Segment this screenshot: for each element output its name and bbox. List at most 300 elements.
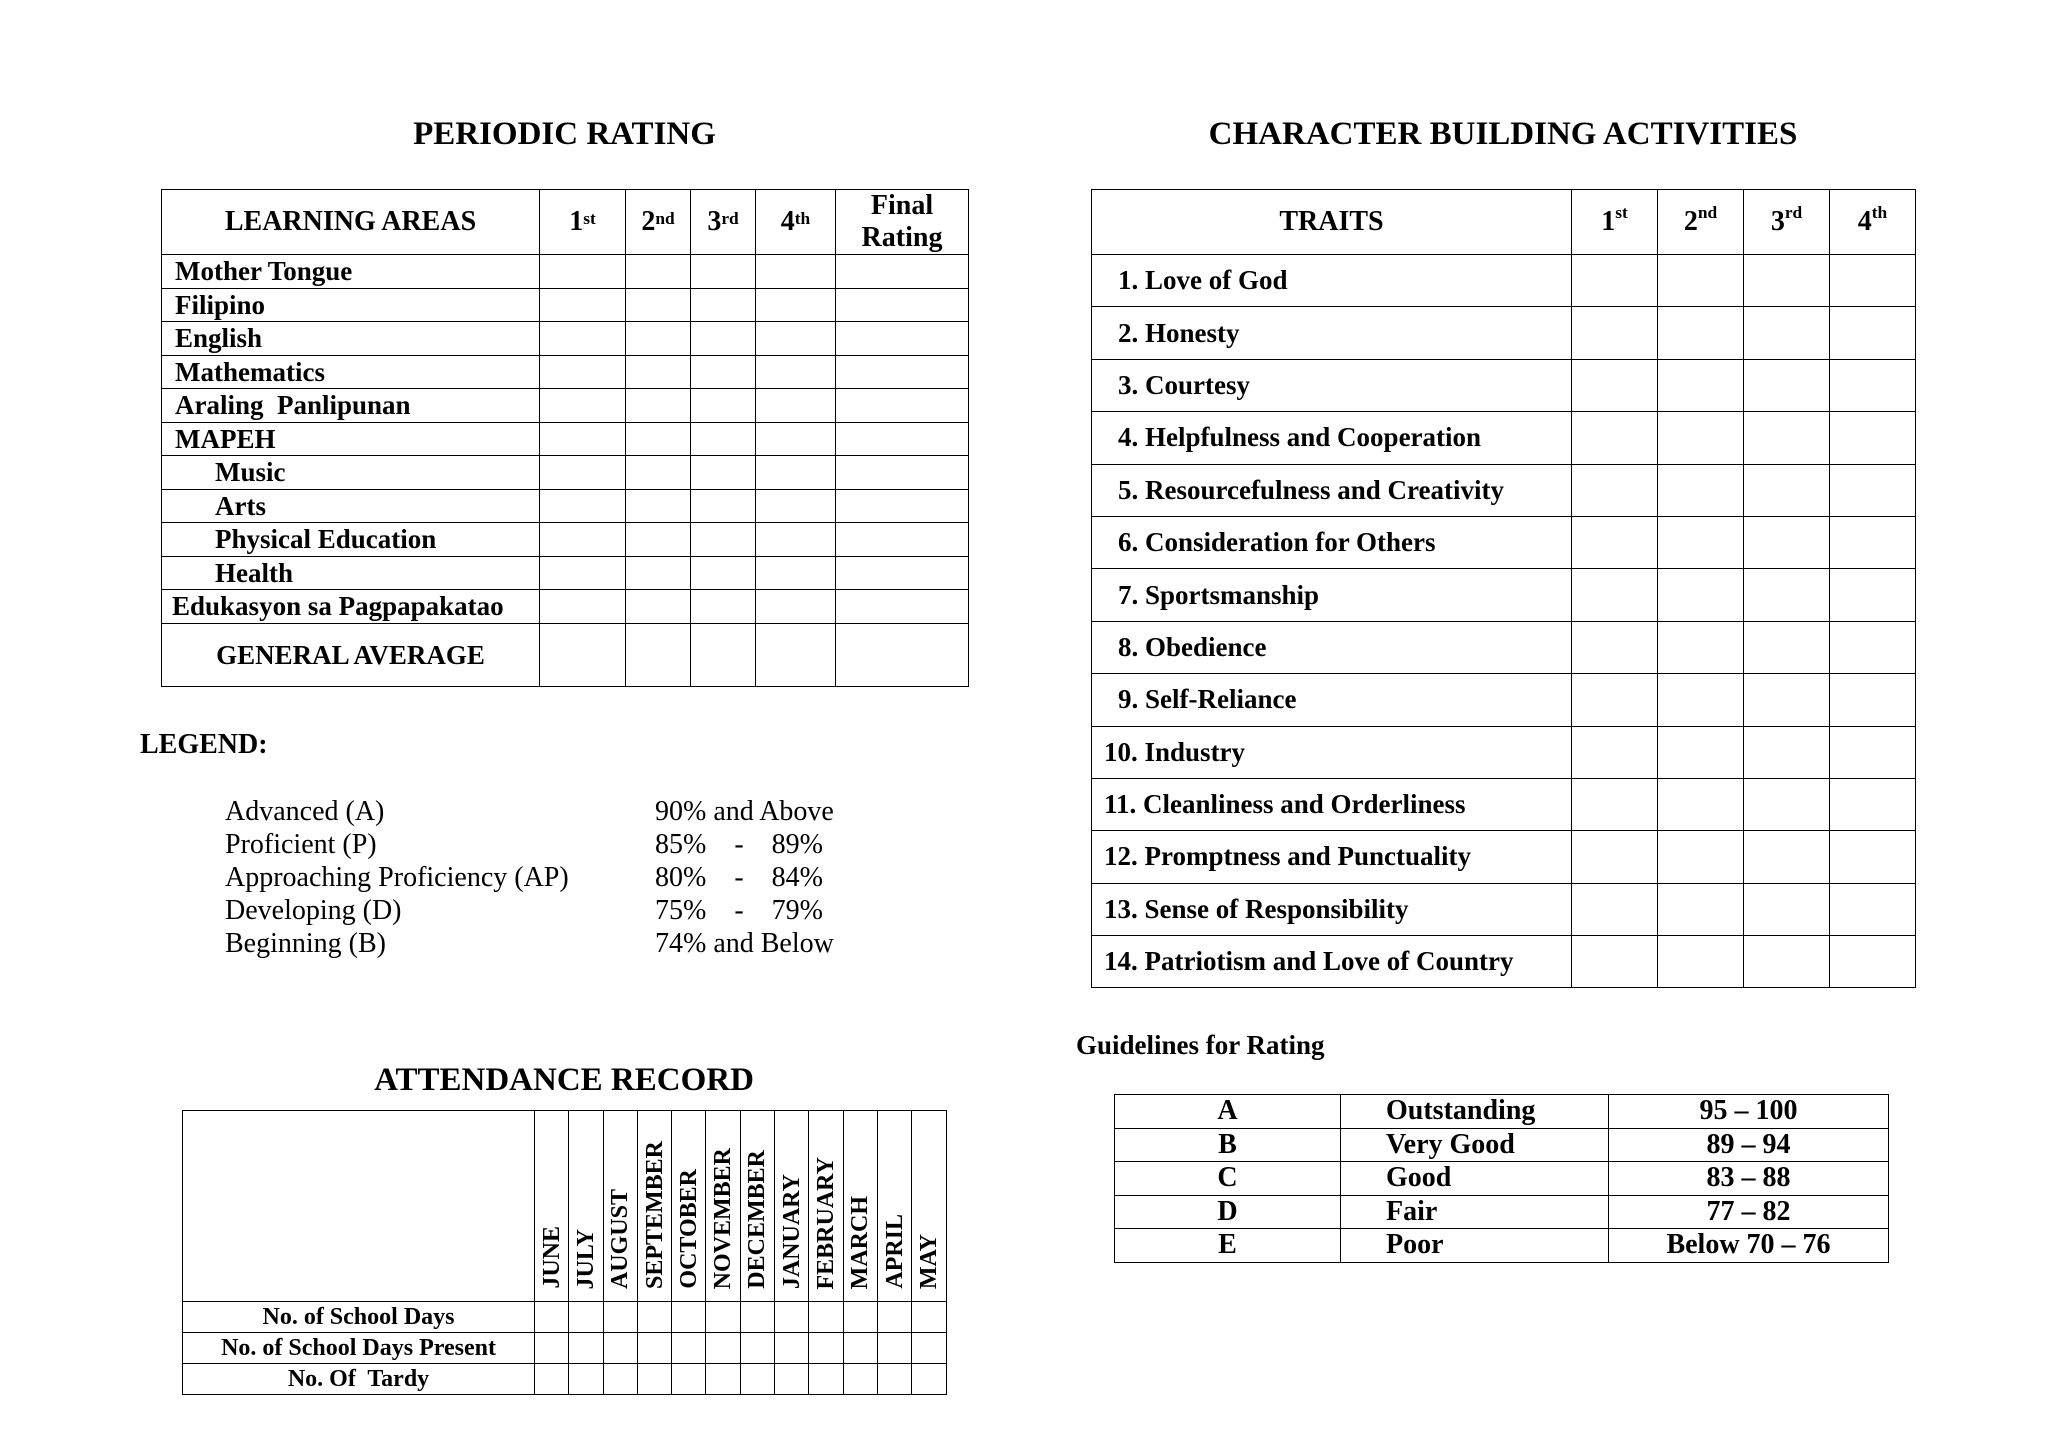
rating-cell <box>1830 569 1916 621</box>
rating-cell <box>843 1302 877 1333</box>
rating-cell <box>691 590 756 624</box>
rating-cell <box>626 556 691 590</box>
guideline-range: 95 – 100 <box>1609 1095 1889 1129</box>
month-header <box>569 1111 603 1302</box>
rating-cell <box>1744 464 1830 516</box>
rating-cell <box>626 288 691 322</box>
rating-cell <box>540 556 626 590</box>
legend-item-range: 75% - 79% <box>655 895 823 926</box>
rating-cell <box>1572 569 1658 621</box>
rating-cell <box>1744 674 1830 726</box>
header-text: 3 <box>707 206 722 237</box>
rating-cell <box>1830 936 1916 988</box>
rating-cell <box>672 1333 706 1364</box>
rating-cell <box>836 556 969 590</box>
guideline-row <box>1115 1095 1889 1129</box>
ordinal-suffix: rd <box>1784 203 1803 222</box>
header-text: AUGUST <box>607 1188 634 1289</box>
rating-cell <box>756 355 836 389</box>
rating-cell <box>540 255 626 289</box>
legend-item-range: 80% - 84% <box>655 862 823 893</box>
guideline-grade: B <box>1115 1128 1341 1162</box>
rating-cell <box>756 623 836 686</box>
rating-cell <box>626 422 691 456</box>
rating-cell <box>775 1364 809 1395</box>
legend-label: LEGEND: <box>140 729 268 760</box>
rating-cell <box>836 523 969 557</box>
guideline-grade: E <box>1115 1229 1341 1263</box>
header-text: Rating <box>861 222 943 253</box>
rating-cell <box>1658 778 1744 830</box>
header-text: MAY <box>915 1233 942 1289</box>
guideline-range: Below 70 – 76 <box>1609 1229 1889 1263</box>
rating-cell <box>756 422 836 456</box>
attendance-table <box>182 1110 947 1395</box>
rating-cell <box>1572 464 1658 516</box>
final-rating-header <box>836 190 969 255</box>
guideline-range: 77 – 82 <box>1609 1195 1889 1229</box>
guideline-description: Good <box>1341 1162 1609 1196</box>
learning-area-label: Mother Tongue <box>162 255 540 289</box>
rating-cell <box>1572 936 1658 988</box>
month-header <box>809 1111 843 1302</box>
rating-cell <box>691 623 756 686</box>
character-building-title: CHARACTER BUILDING ACTIVITIES <box>1208 116 1798 152</box>
attendance-row-label: No. of School Days <box>183 1302 535 1333</box>
legend-item <box>225 795 834 828</box>
header-text: APRIL <box>881 1214 908 1289</box>
learning-area-row <box>162 523 969 557</box>
learning-area-row <box>162 489 969 523</box>
legend-item-range: 74% and Below <box>655 928 834 959</box>
guideline-description: Fair <box>1341 1195 1609 1229</box>
rating-cell <box>1744 569 1830 621</box>
trait-row <box>1092 516 1916 568</box>
learning-area-label: Mathematics <box>162 355 540 389</box>
learning-area-row <box>162 355 969 389</box>
learning-area-label: English <box>162 322 540 356</box>
rating-cell <box>740 1302 774 1333</box>
learning-areas-header: LEARNING AREAS <box>162 190 540 255</box>
quarter-4-header <box>756 190 836 255</box>
rating-cell <box>540 389 626 423</box>
trait-row <box>1092 726 1916 778</box>
trait-row <box>1092 621 1916 673</box>
month-header <box>603 1111 637 1302</box>
trait-row <box>1092 359 1916 411</box>
rating-cell <box>836 456 969 490</box>
rating-cell <box>691 422 756 456</box>
month-header <box>775 1111 809 1302</box>
trait-label: 1. Love of God <box>1092 255 1572 307</box>
trait-label: 2. Honesty <box>1092 307 1572 359</box>
rating-cell <box>637 1333 671 1364</box>
rating-cell <box>1744 412 1830 464</box>
rating-cell <box>1830 831 1916 883</box>
rating-cell <box>706 1302 740 1333</box>
rating-cell <box>1572 883 1658 935</box>
rating-cell <box>756 255 836 289</box>
rating-cell <box>603 1333 637 1364</box>
rating-cell <box>1744 778 1830 830</box>
trait-row <box>1092 464 1916 516</box>
quarter-1-header <box>540 190 626 255</box>
trait-label: 12. Promptness and Punctuality <box>1092 831 1572 883</box>
legend-item <box>225 894 834 927</box>
header-text: MARCH <box>847 1195 874 1289</box>
guideline-grade: C <box>1115 1162 1341 1196</box>
rating-cell <box>1744 621 1830 673</box>
general-average-row <box>162 623 969 686</box>
general-average-label: GENERAL AVERAGE <box>162 623 540 686</box>
rating-cell <box>1744 359 1830 411</box>
rating-cell <box>1830 464 1916 516</box>
header-text: 1 <box>1601 206 1616 237</box>
quarter-1-header <box>1572 190 1658 255</box>
rating-cell <box>626 322 691 356</box>
attendance-row-label: No. Of Tardy <box>183 1364 535 1395</box>
header-text: SEPTEMBER <box>641 1140 668 1289</box>
rating-cell <box>836 355 969 389</box>
rating-cell <box>1572 778 1658 830</box>
rating-cell <box>809 1364 843 1395</box>
periodic-header-row <box>162 190 969 255</box>
rating-cell <box>1744 936 1830 988</box>
legend-item-name: Developing (D) <box>225 895 402 926</box>
rating-cell <box>809 1333 843 1364</box>
legend-item-name: Beginning (B) <box>225 928 386 959</box>
trait-row <box>1092 569 1916 621</box>
rating-cell <box>756 489 836 523</box>
guidelines-label: Guidelines for Rating <box>1076 1030 1325 1060</box>
rating-cell <box>569 1364 603 1395</box>
character-building-table <box>1091 189 1916 988</box>
rating-cell <box>740 1364 774 1395</box>
rating-cell <box>1830 516 1916 568</box>
rating-cell <box>691 355 756 389</box>
rating-cell <box>1830 307 1916 359</box>
rating-cell <box>1572 255 1658 307</box>
header-text: DECEMBER <box>744 1150 771 1289</box>
rating-cell <box>1658 674 1744 726</box>
month-header <box>877 1111 911 1302</box>
rating-cell <box>535 1333 569 1364</box>
ordinal-suffix: th <box>794 209 811 228</box>
rating-cell <box>1658 726 1744 778</box>
rating-cell <box>1572 621 1658 673</box>
rating-cell <box>540 623 626 686</box>
trait-label: 3. Courtesy <box>1092 359 1572 411</box>
rating-cell <box>706 1364 740 1395</box>
rating-cell <box>569 1333 603 1364</box>
month-header <box>535 1111 569 1302</box>
header-text: 2 <box>641 206 656 237</box>
character-header-row <box>1092 190 1916 255</box>
ordinal-suffix: th <box>1871 203 1888 222</box>
trait-row <box>1092 883 1916 935</box>
rating-cell <box>877 1333 911 1364</box>
legend-item <box>225 927 834 960</box>
quarter-4-header <box>1830 190 1916 255</box>
rating-cell <box>603 1302 637 1333</box>
rating-cell <box>1572 359 1658 411</box>
rating-cell <box>1744 307 1830 359</box>
quarter-2-header <box>626 190 691 255</box>
guideline-row <box>1115 1229 1889 1263</box>
rating-cell <box>1830 621 1916 673</box>
rating-cell <box>1744 516 1830 568</box>
rating-cell <box>691 322 756 356</box>
legend-item-range: 90% and Above <box>655 796 834 827</box>
header-text: 1 <box>569 206 584 237</box>
header-text: Final <box>870 190 934 221</box>
quarter-3-header <box>691 190 756 255</box>
learning-area-label: Araling Panlipunan <box>162 389 540 423</box>
rating-cell <box>626 590 691 624</box>
trait-row <box>1092 307 1916 359</box>
rating-cell <box>691 489 756 523</box>
learning-area-label: Filipino <box>162 288 540 322</box>
rating-cell <box>1658 883 1744 935</box>
rating-cell <box>637 1364 671 1395</box>
trait-row <box>1092 778 1916 830</box>
learning-area-label: Physical Education <box>162 523 540 557</box>
trait-label: 4. Helpfulness and Cooperation <box>1092 412 1572 464</box>
rating-cell <box>540 489 626 523</box>
rating-cell <box>1658 464 1744 516</box>
guideline-description: Very Good <box>1341 1128 1609 1162</box>
rating-cell <box>1658 936 1744 988</box>
rating-cell <box>540 422 626 456</box>
legend-item-name: Approaching Proficiency (AP) <box>225 862 569 893</box>
rating-cell <box>626 523 691 557</box>
learning-area-row <box>162 422 969 456</box>
trait-label: 9. Self-Reliance <box>1092 674 1572 726</box>
rating-cell <box>1830 726 1916 778</box>
rating-cell <box>569 1302 603 1333</box>
learning-area-row <box>162 288 969 322</box>
guideline-description: Poor <box>1341 1229 1609 1263</box>
ordinal-suffix: st <box>1615 203 1628 222</box>
rating-cell <box>756 322 836 356</box>
trait-label: 8. Obedience <box>1092 621 1572 673</box>
legend-item-range: 85% - 89% <box>655 829 823 860</box>
trait-label: 7. Sportsmanship <box>1092 569 1572 621</box>
rating-cell <box>756 556 836 590</box>
ordinal-suffix: st <box>583 209 596 228</box>
rating-cell <box>1744 726 1830 778</box>
guideline-range: 89 – 94 <box>1609 1128 1889 1162</box>
month-header <box>740 1111 774 1302</box>
rating-cell <box>691 456 756 490</box>
guideline-row <box>1115 1195 1889 1229</box>
rating-cell <box>603 1364 637 1395</box>
rating-cell <box>912 1333 946 1364</box>
trait-row <box>1092 936 1916 988</box>
quarter-2-header <box>1658 190 1744 255</box>
attendance-row <box>183 1302 947 1333</box>
legend-item-name: Advanced (A) <box>225 796 385 827</box>
rating-cell <box>540 456 626 490</box>
rating-cell <box>1658 831 1744 883</box>
header-text: JUNE <box>538 1226 565 1289</box>
learning-area-label: Edukasyon sa Pagpapakatao <box>162 590 540 624</box>
traits-header: TRAITS <box>1092 190 1572 255</box>
rating-cell <box>836 489 969 523</box>
rating-cell <box>775 1333 809 1364</box>
attendance-row-label: No. of School Days Present <box>183 1333 535 1364</box>
rating-cell <box>809 1302 843 1333</box>
rating-cell <box>1572 412 1658 464</box>
header-text: JANUARY <box>778 1173 805 1289</box>
learning-area-row <box>162 456 969 490</box>
guideline-description: Outstanding <box>1341 1095 1609 1129</box>
learning-area-row <box>162 590 969 624</box>
rating-cell <box>1744 255 1830 307</box>
trait-label: 5. Resourcefulness and Creativity <box>1092 464 1572 516</box>
rating-cell <box>626 255 691 289</box>
rating-cell <box>1830 255 1916 307</box>
rating-cell <box>540 355 626 389</box>
guideline-grade: A <box>1115 1095 1341 1129</box>
rating-cell <box>836 322 969 356</box>
rating-cell <box>1658 516 1744 568</box>
rating-cell <box>836 288 969 322</box>
rating-cell <box>1572 516 1658 568</box>
rating-cell <box>540 288 626 322</box>
attendance-row <box>183 1364 947 1395</box>
guidelines-table <box>1114 1094 1889 1263</box>
ordinal-suffix: nd <box>655 209 675 228</box>
header-text: NOVEMBER <box>710 1147 737 1289</box>
attendance-corner-cell <box>183 1111 535 1302</box>
rating-cell <box>1658 569 1744 621</box>
rating-cell <box>1744 883 1830 935</box>
rating-cell <box>637 1302 671 1333</box>
learning-area-row <box>162 255 969 289</box>
rating-cell <box>691 556 756 590</box>
rating-cell <box>691 389 756 423</box>
rating-cell <box>626 355 691 389</box>
legend-item-name: Proficient (P) <box>225 829 377 860</box>
learning-area-row <box>162 322 969 356</box>
learning-area-row <box>162 556 969 590</box>
rating-cell <box>1572 726 1658 778</box>
rating-cell <box>1658 412 1744 464</box>
periodic-rating-title: PERIODIC RATING <box>413 116 716 152</box>
guideline-grade: D <box>1115 1195 1341 1229</box>
header-text: OCTOBER <box>675 1169 702 1289</box>
header-text: 3 <box>1770 206 1785 237</box>
month-header <box>843 1111 877 1302</box>
rating-cell <box>1658 307 1744 359</box>
rating-cell <box>1658 255 1744 307</box>
month-header <box>912 1111 946 1302</box>
rating-cell <box>912 1364 946 1395</box>
learning-area-row <box>162 389 969 423</box>
header-text: JULY <box>572 1228 599 1289</box>
header-text: FEBRUARY <box>813 1156 840 1289</box>
trait-row <box>1092 674 1916 726</box>
legend-item <box>225 828 834 861</box>
rating-cell <box>1572 674 1658 726</box>
quarter-3-header <box>1744 190 1830 255</box>
trait-row <box>1092 831 1916 883</box>
header-text: 2 <box>1683 206 1698 237</box>
rating-cell <box>1744 831 1830 883</box>
rating-cell <box>740 1333 774 1364</box>
header-text: 4 <box>1857 206 1872 237</box>
rating-cell <box>836 422 969 456</box>
rating-cell <box>540 523 626 557</box>
rating-cell <box>691 288 756 322</box>
trait-row <box>1092 255 1916 307</box>
rating-cell <box>836 590 969 624</box>
rating-cell <box>1830 778 1916 830</box>
rating-cell <box>540 322 626 356</box>
rating-cell <box>540 590 626 624</box>
rating-cell <box>1830 359 1916 411</box>
header-text: 4 <box>780 206 795 237</box>
rating-cell <box>843 1364 877 1395</box>
rating-cell <box>626 456 691 490</box>
guideline-range: 83 – 88 <box>1609 1162 1889 1196</box>
rating-cell <box>535 1302 569 1333</box>
trait-label: 6. Consideration for Others <box>1092 516 1572 568</box>
learning-area-label: Music <box>162 456 540 490</box>
month-header <box>637 1111 671 1302</box>
rating-cell <box>756 389 836 423</box>
rating-cell <box>691 523 756 557</box>
rating-cell <box>756 288 836 322</box>
periodic-rating-table <box>161 189 969 687</box>
rating-cell <box>1830 883 1916 935</box>
month-header <box>672 1111 706 1302</box>
rating-cell <box>672 1302 706 1333</box>
rating-cell <box>706 1333 740 1364</box>
rating-cell <box>775 1302 809 1333</box>
learning-area-label: MAPEH <box>162 422 540 456</box>
rating-cell <box>1572 307 1658 359</box>
guideline-row <box>1115 1162 1889 1196</box>
rating-cell <box>535 1364 569 1395</box>
rating-cell <box>1572 831 1658 883</box>
rating-cell <box>626 489 691 523</box>
attendance-row <box>183 1333 947 1364</box>
trait-row <box>1092 412 1916 464</box>
rating-cell <box>836 255 969 289</box>
rating-cell <box>1830 412 1916 464</box>
trait-label: 11. Cleanliness and Orderliness <box>1092 778 1572 830</box>
ordinal-suffix: rd <box>721 209 739 228</box>
legend-list <box>225 795 834 960</box>
ordinal-suffix: nd <box>1697 203 1718 222</box>
rating-cell <box>626 389 691 423</box>
month-header <box>706 1111 740 1302</box>
legend-item <box>225 861 834 894</box>
rating-cell <box>626 623 691 686</box>
learning-area-label: Health <box>162 556 540 590</box>
rating-cell <box>1658 359 1744 411</box>
attendance-header-row <box>183 1111 947 1302</box>
rating-cell <box>836 623 969 686</box>
rating-cell <box>843 1333 877 1364</box>
learning-area-label: Arts <box>162 489 540 523</box>
guideline-row <box>1115 1128 1889 1162</box>
rating-cell <box>877 1364 911 1395</box>
rating-cell <box>1658 621 1744 673</box>
rating-cell <box>691 255 756 289</box>
